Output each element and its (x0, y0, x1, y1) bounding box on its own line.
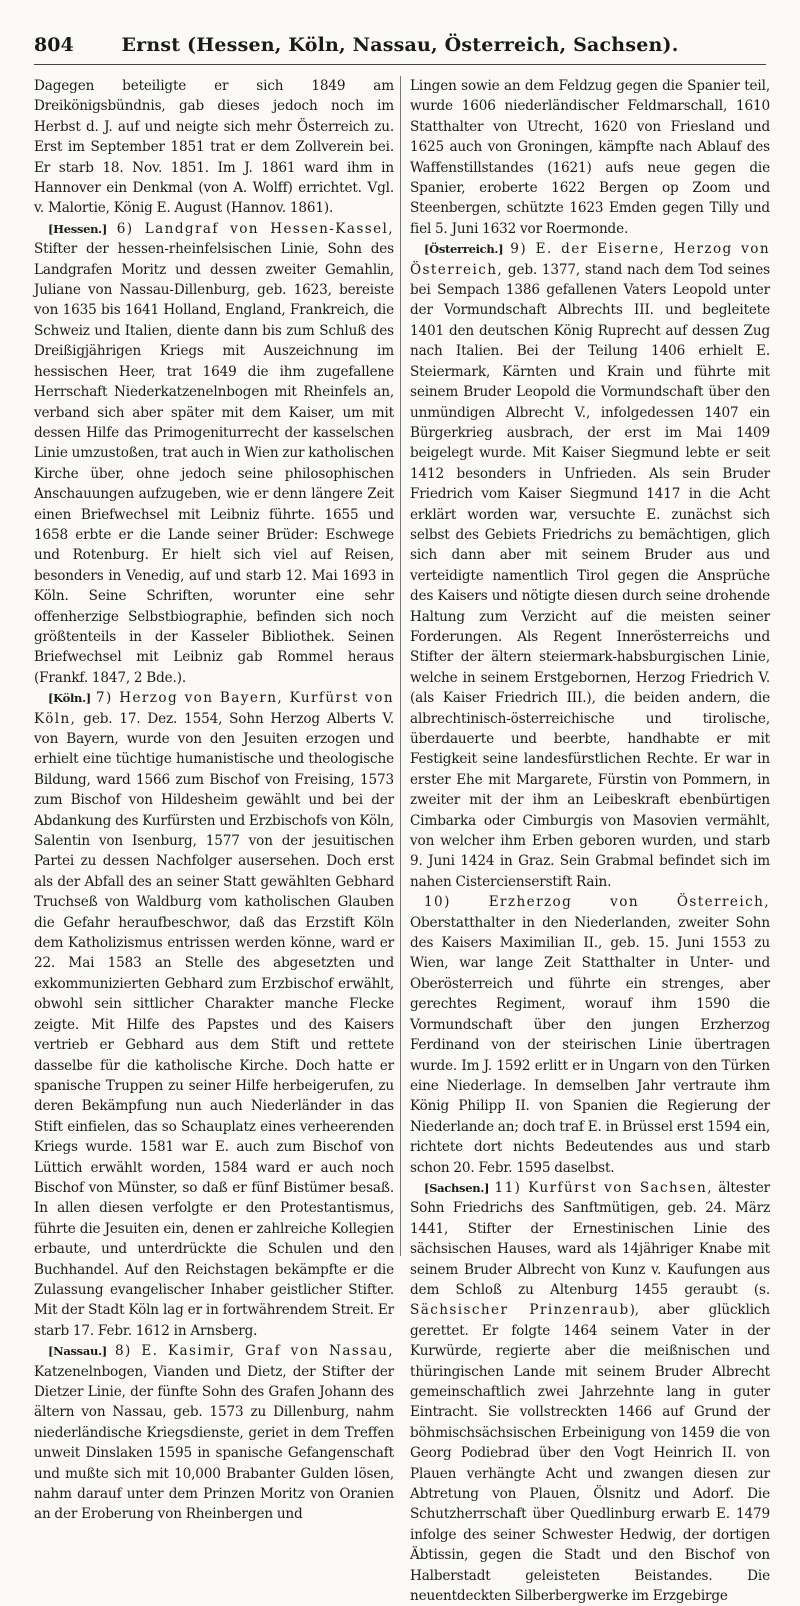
entry-body: Katzenelnbogen, Vianden und Dietz, der Stifter der Dietzer Linie, der fünfte Sohn des Grafen Johann des ältern von Nassau, geb. 1573 zu Dillenburg, nahm niederländische Kriegsdienste, geriet in dem Treffen unweit Dinslaken 1595 in spanische Gefangenschaft und mußte sich mit 10,000 Brabanter Gulden lösen, nahm darauf unter dem Prinzen Moritz von Oranien an der Eroberung von Rheinbergen und (34, 1363, 394, 1523)
running-head: Ernst (Hessen, Köln, Nassau, Österreich, Sachsen). (121, 34, 679, 56)
entry-body: geb. 1377, stand nach dem Tod seines bei Sempach 1386 gefallenen Vaters Leopold unter der Vormundschaft Albrechts III. und begleitete 1401 den deutschen König Ruprecht auf dessen Zug nach Italien. Bei der Teilung 1406 erhielt E. Steiermark, Kärnten und Krain und führte mit seinem Bruder Leopold die Vormundschaft über den unmündigen Albrecht V., infolgedessen 1407 ein Bürgerkrieg ausbrach, der erst im Mai 1409 beigelegt wurde. Mit Kaiser Siegmund lebte er seit 1412 besonders in Unfrieden. Als sein Bruder Friedrich vom Kaiser Siegmund 1417 in die Acht erklärt worden war, versuchte E. zunächst sich selbst des Gebiets Friedrichs zu bemächtigen, glich sich dann aber mit seinem Bruder aus und verteidigte namentlich Tirol gegen die Ansprüche des Kaisers und nötigte diesen durch seine drohende Haltung zum Verzicht auf die meisten seiner Forderungen. Als Regent Innerösterreichs und Stifter der ältern steiermark-habsburgischen Linie, welche in seinem Erstgebornen, Herzog Friedrich V. (als Kaiser Friedrich III.), die beiden andern, die albrechtinisch-österreichische und tirolische, überdauerte und beerbte, handhabte er mit Festigkeit seine landesfürstlichen Rechte. Er war in erster Ehe mit Margarete, Fürstin von Pommern, in zweiter mit der ihm an Leibeskraft ebenbürtigen Cimbarka oder Cimburgis von Masovien vermählt, von welcher ihm Erben geboren wurden, und starb 9. Juni 1424 in Graz. Sein Grabmal befindet sich im nahen Cistercienserstift Rain. (410, 261, 770, 890)
section-tag: [Sachsen.] (424, 1180, 490, 1195)
entry-koeln (34, 688, 394, 1341)
entry-body: ), aber glücklich gerettet. Er folgte 1464 seinem Vater in der Kurwürde, regierte aber die meißnischen und thüringischen Lande mit seinem Bruder Albrecht gemeinschaftlich zwei Jahrzehnte lang in guter Eintracht. Sie vollstreckten 1466 auf Grund der böhmischsächsischen Erbeinigung von 1459 die von Georg Podiebrad über den Vogt Heinrich II. von Plauen verhängte Acht und zwangen diesen zur Abtretung von Plauen, Ölsnitz und Adorf. Die Schutzherrschaft über Quedlinburg erwarb E. 1479 infolge des seiner Schwester Hedwig, der dortigen Äbtissin, gegen die Stadt und den Bischof von Halberstadt geleisteten Beistandes. Die neuentdeckten Silberbergwerke im Erzgebirge (410, 1302, 770, 1605)
entry-body: ältester Sohn Friedrichs des Sanftmütigen, geb. 24. März 1441, Stifter der Ernestinischen Linie des sächsischen Hauses, ward als 14jähriger Knabe mit seinem Bruder Albrecht von Kunz v. Kaufungen aus dem Schloß zu Altenburg 1455 geraubt (s. (410, 1179, 770, 1298)
column-divider (400, 76, 401, 1256)
entry-oesterreich-10 (410, 892, 770, 1178)
left-column (34, 76, 395, 1523)
entry-nassau (34, 1341, 394, 1525)
cross-reference-link[interactable]: Sächsischer Prinzenraub (410, 1302, 630, 1319)
entry-continuation: Lingen sowie an dem Feldzug gegen die Spanier teil, wurde 1606 niederländischer Feldmarschall, 1610 Statthalter von Utrecht, 1620 von Friesland und 1625 auch von Groningen, kämpfte nach Ablauf des Waffenstillstandes (1621) aufs neue gegen die Spanier, eroberte 1622 Bergen op Zoom und Steenbergen, schützte 1623 Emden gegen Tilly und fiel 5. Juni 1632 vor Roermonde. (410, 78, 770, 237)
page-number: 804 (34, 34, 74, 56)
entry-body: Stifter der hessen-rheinfelsischen Linie, Sohn des Landgrafen Moritz und dessen zweiter Gemahlin, Juliane von Nassau-Dillenburg, geb. 1623, bereiste von 1635 bis 1641 Holland, England, Frankreich, die Schweiz und Italien, diente dann bis zum Schluß des Dreißigjährigen Kriegs mit Auszeichnung im hessischen Heer, trat 1649 die ihm zugefallene Herrschaft Niederkatzenelnbogen mit Rheinfels an, verband sich aber später mit dem Kaiser, um mit dessen Hilfe das Primogeniturrecht der kasselschen Linie umzustoßen, trat auch in Wien zur katholischen Kirche über, ohne jedoch seine philosophischen Anschauungen aufzugeben, wie er denn längere Zeit einen Briefwechsel mit Leibniz führte. 1655 und 1658 erbte er die Lande seiner Brüder: Eschwege und Rotenburg. Er hielt sich viel auf Reisen, besonders in Venedig, auf und starb 12. Mai 1693 in Köln. Seine Schriften, worunter eine sehr offenherzige Selbstbiographie, befinden sich noch größtenteils in der Kasseler Bibliothek. Seinen Briefwechsel mit Leibniz gab Rommel heraus (Frankf. 1847, 2 Bde.). (34, 241, 394, 686)
section-tag: [Österreich.] (424, 242, 504, 257)
entry-heading: 10) Erzherzog von Österreich, (424, 894, 770, 911)
section-tag: [Hessen.] (48, 221, 107, 236)
entry-hessen (34, 219, 394, 688)
entry-heading: 11) Kurfürst von Sachsen, (494, 1179, 713, 1196)
entry-heading: 8) E. Kasimir, Graf von Nassau, (114, 1343, 395, 1360)
entry-body: Oberstatthalter in den Niederlanden, zweiter Sohn des Kaisers Maximilian II., geb. 15. Juni 1553 zu Wien, war lange Zeit Statthalter in Unter- und Oberösterreich und führte ein strenges, aber gerechtes Regiment, worauf ihm 1590 die Vormundschaft über den jungen Erzherzog Ferdinand von der steirischen Linie übertragen wurde. Im J. 1592 erlitt er in Ungarn von den Türken eine Niederlage. In demselben Jahr vertraute ihm König Philipp II. von Spanien die Regierung der Niederlande an; doch traf E. in Brüssel erst 1594 ein, richtete dort nichts Bedeutendes aus und starb schon 20. Febr. 1595 daselbst. (410, 914, 770, 1176)
entry-heading: 6) Landgraf von Hessen-Kassel, (116, 220, 394, 237)
entry-sachsen (410, 1178, 770, 1606)
entry-body: geb. 17. Dez. 1554, Sohn Herzog Alberts V. von Bayern, wurde von den Jesuiten erzogen und erhielt eine tüchtige humanistische und theologische Bildung, ward 1566 zum Bischof von Freising, 1573 zum Bischof von Hildesheim gewählt und bei der Abdankung des Kurfürsten und Erzbischofs von Köln, Salentin von Isenburg, 1577 von der jesuitischen Partei zu dessen Nachfolger ausersehen. Doch erst als der Abfall des an seiner Statt gewählten Gebhard Truchseß von Waldburg vom katholischen Glauben die Gefahr heraufbeschwor, daß das Erzstift Köln dem Katholizismus entrissen werden könne, ward er 22. Mai 1583 an Stelle des abgesetzten und exkommunizierten Gebhard zum Erzbischof erwählt, obwohl sein sittlicher Charakter manche Flecke zeigte. Mit Hilfe des Papstes und des Kaisers vertrieb er Gebhard aus dem Stift und rettete dasselbe für die katholische Kirche. Doch hatte er spanische Truppen zu seiner Hilfe herbeigerufen, zu deren Bekämpfung nun auch Niederländer in das Stift einfielen, das so Schauplatz eines verheerenden Kriegs wurde. 1581 war E. auch zum Bischof von Lüttich erwählt worden, 1584 ward er auch noch Bischof von Münster, so daß er fünf Bistümer besaß. In allen diesen verfolgte er den Protestantismus, führte die Jesuiten ein, denen er zahlreiche Kollegien erbaute, und unterdrückte die Schulen und den Buchhandel. Auf den Reichstagen bekämpfte er die Zulassung evangelischer Inhaber geistlicher Stifter. Mit der Stadt Köln lag er in fortwährendem Streit. Er starb 17. Febr. 1612 in Arnsberg. (34, 710, 394, 1339)
right-column (410, 76, 771, 1605)
section-tag: [Köln.] (48, 691, 91, 706)
section-tag: [Nassau.] (48, 1344, 107, 1359)
entry-heading: 9) E. der Eiserne, Herzog von Österreich, (410, 241, 771, 278)
entry-continuation: Dagegen beteiligte er sich 1849 am Dreikönigsbündnis, gab dieses jedoch noch im Herbst d. J. auf und neigte sich mehr Österreich zu. Erst im September 1851 trat er dem Zollverein bei. Er starb 18. Nov. 1851. Im J. 1861 ward ihm in Hannover ein Denkmal (von A. Wolff) errichtet. Vgl. v. Malortie, König E. August (Hannov. 1861). (34, 78, 394, 217)
entry-oesterreich-9 (410, 239, 770, 892)
page-header (34, 30, 766, 65)
entry-heading: 7) Herzog von Bayern, Kurfürst von Köln, (34, 690, 394, 727)
